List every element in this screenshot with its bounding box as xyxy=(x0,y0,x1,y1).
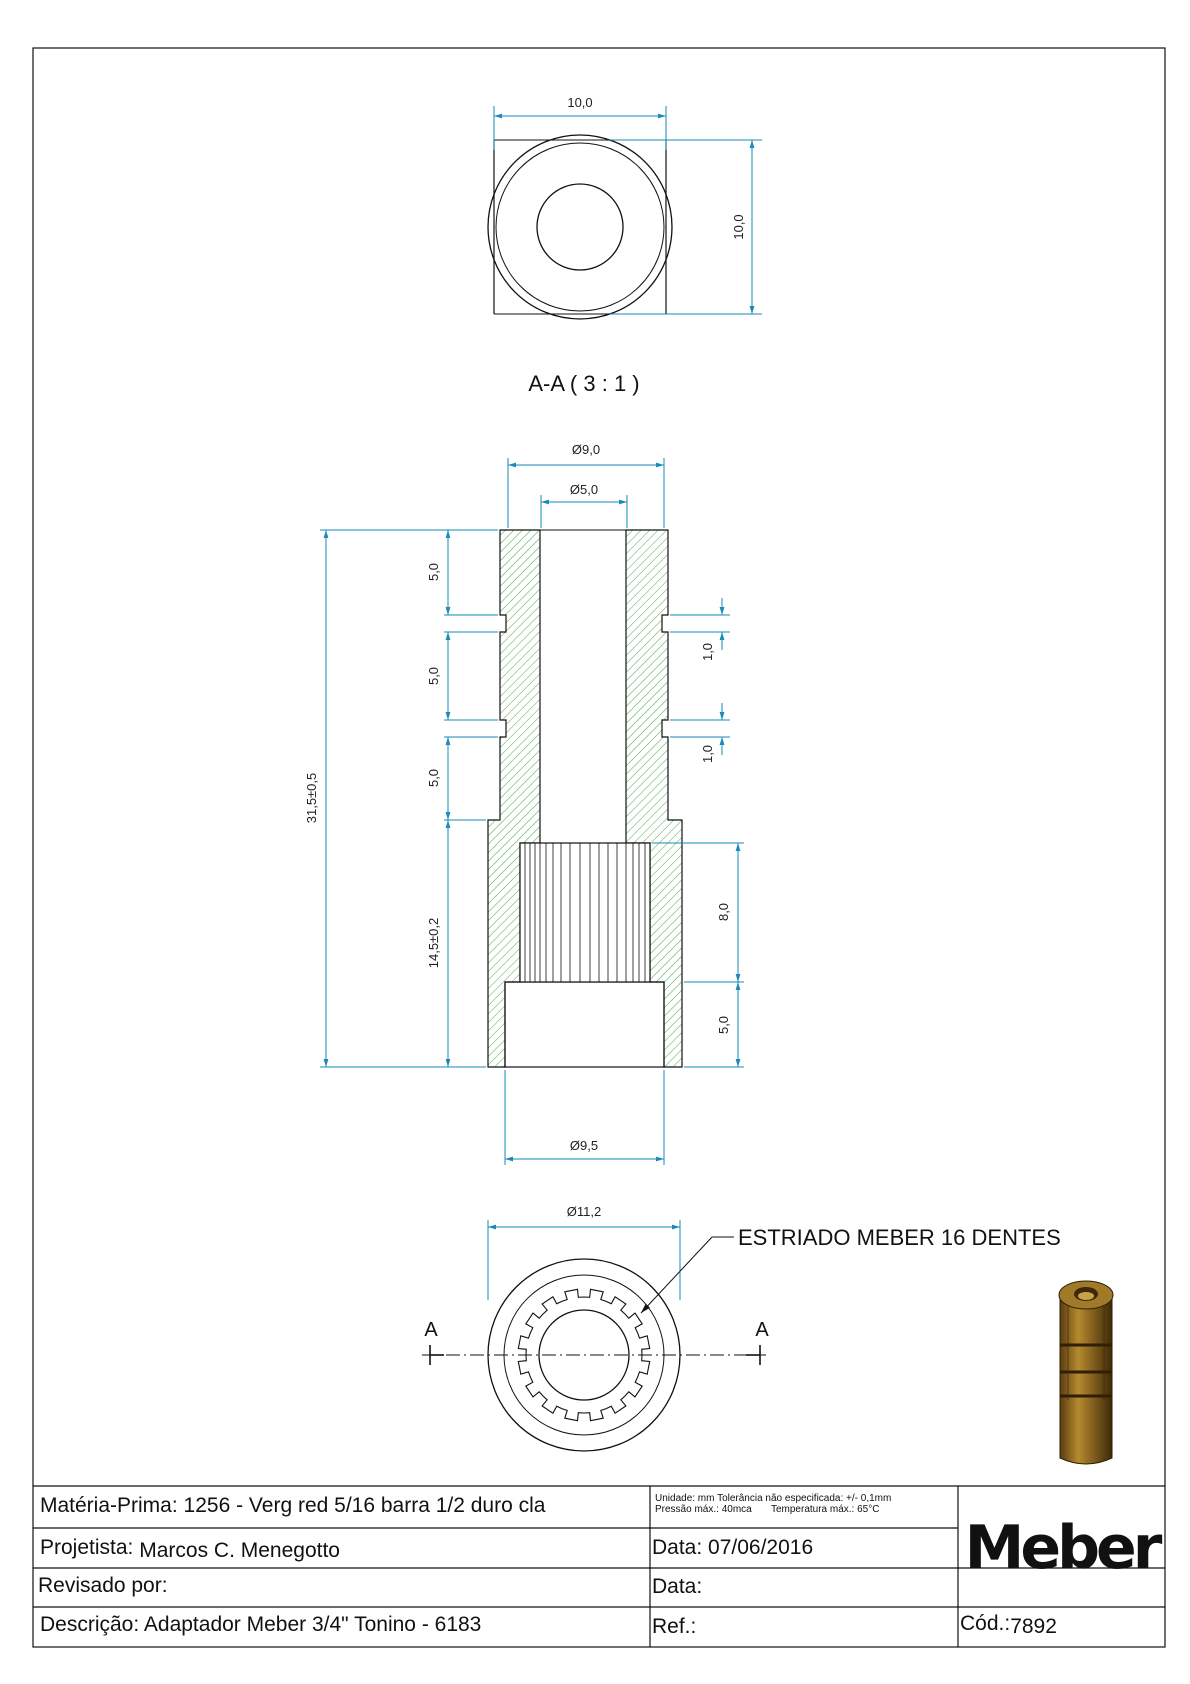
bore-dia-dim: Ø9,5 xyxy=(569,1138,599,1153)
descricao-value: Adaptador Meber 3/4" Tonino - 6183 xyxy=(143,1613,482,1636)
bottom-outer-dia-dim: Ø11,2 xyxy=(566,1204,602,1219)
top-height-dim: 10,0 xyxy=(731,214,746,240)
cut-label-left: A xyxy=(424,1319,438,1341)
bore-length-dim: 5,0 xyxy=(716,1015,731,1035)
top-view xyxy=(488,95,762,319)
section-inner-dia-dim: Ø5,0 xyxy=(569,482,599,497)
section-outer-dia-dim: Ø9,0 xyxy=(571,442,601,457)
part-3d-render xyxy=(1059,1281,1113,1464)
segment3-dim: 5,0 xyxy=(426,768,441,788)
cod-label: Cód.: xyxy=(960,1612,1011,1635)
section-title: A-A ( 3 : 1 ) xyxy=(528,371,640,396)
data-label: Data: xyxy=(652,1536,703,1559)
total-length-dim: 31,5±0,5 xyxy=(304,772,319,824)
descricao-label: Descrição: xyxy=(40,1613,140,1636)
materia-value: 1256 - Verg red 5/16 barra 1/2 duro cla xyxy=(183,1494,546,1517)
data2-label: Data: xyxy=(652,1575,703,1598)
spline-length-dim: 8,0 xyxy=(716,902,731,922)
cut-label-right: A xyxy=(755,1319,769,1341)
projetista-label: Projetista: xyxy=(40,1536,134,1559)
materia-label: Matéria-Prima: xyxy=(40,1494,178,1517)
data-value: 07/06/2016 xyxy=(708,1536,814,1559)
bottom-view xyxy=(422,1204,1061,1451)
cod-value: 7892 xyxy=(1010,1615,1057,1638)
notes-line2: Pressão máx.: 40mca Temperatura máx.: 65°C xyxy=(655,1504,880,1515)
notes-line1: Unidade: mm Tolerância não especificada: +/- 0,1mm xyxy=(655,1493,892,1504)
ref-label: Ref.: xyxy=(652,1615,697,1638)
segment2-dim: 5,0 xyxy=(426,666,441,686)
projetista-value: Marcos C. Menegotto xyxy=(139,1539,340,1562)
spline-callout: ESTRIADO MEBER 16 DENTES xyxy=(738,1225,1061,1250)
groove2-dim: 1,0 xyxy=(700,744,715,764)
meber-logo: Meber xyxy=(964,1513,1159,1583)
lower-length-dim: 14,5±0,2 xyxy=(426,917,441,969)
top-width-dim: 10,0 xyxy=(567,95,593,110)
groove1-dim: 1,0 xyxy=(700,642,715,662)
section-view xyxy=(304,442,744,1165)
revisado-label: Revisado por: xyxy=(38,1574,168,1597)
segment1-dim: 5,0 xyxy=(426,562,441,582)
